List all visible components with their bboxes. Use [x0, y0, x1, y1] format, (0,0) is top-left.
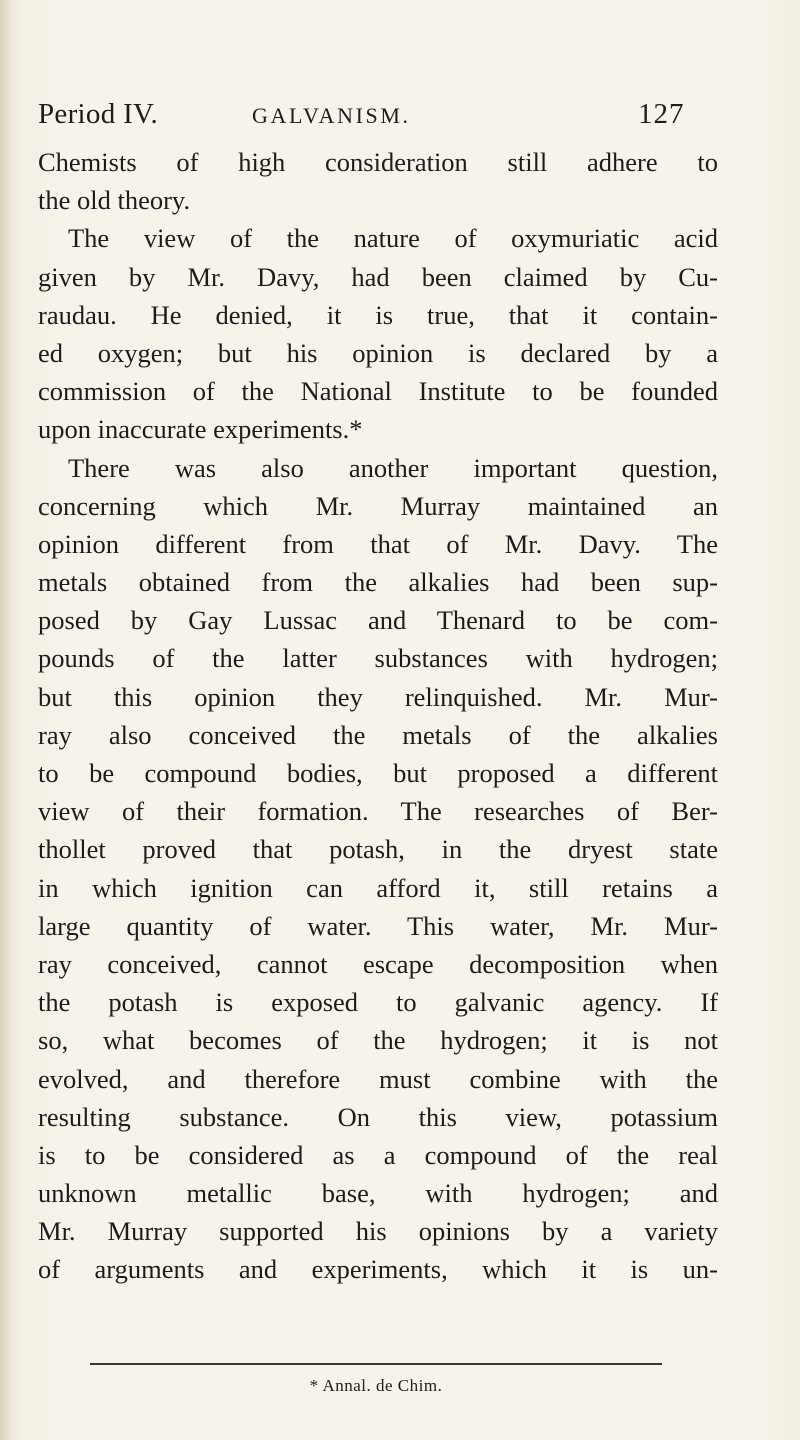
footnote-divider — [90, 1363, 662, 1365]
text-line: upon inaccurate experiments.* — [38, 414, 363, 445]
text-line: ray conceived, cannot escape decomposition when — [38, 948, 718, 979]
body-text — [38, 143, 718, 1289]
text-line: ray also conceived the metals of the alkalies — [38, 719, 718, 750]
running-header — [38, 98, 718, 138]
text-line: metals obtained from the alkalies had been sup- — [38, 567, 718, 598]
text-line: large quantity of water. This water, Mr. Mur- — [38, 910, 718, 941]
text-line: pounds of the latter substances with hydrogen; — [38, 643, 718, 674]
footnote: * Annal. de Chim. — [309, 1376, 443, 1395]
text-line: The view of the nature of oxymuriatic acid — [68, 223, 718, 254]
text-line: posed by Gay Lussac and Thenard to be com- — [38, 605, 718, 636]
running-head-period: Period IV. — [38, 98, 159, 130]
text-line: unknown metallic base, with hydrogen; and — [38, 1178, 718, 1209]
text-line: There was also another important question, — [68, 452, 718, 483]
text-line: Mr. Murray supported his opinions by a variety — [38, 1216, 718, 1247]
text-line: raudau. He denied, it is true, that it contain- — [38, 299, 718, 330]
text-line: the potash is exposed to galvanic agency. If — [38, 987, 718, 1018]
text-line: concerning which Mr. Murray maintained an — [38, 490, 718, 521]
text-line: commission of the National Institute to be founded — [38, 376, 718, 407]
text-line: resulting substance. On this view, potassium — [38, 1101, 718, 1132]
text-line: in which ignition can afford it, still retains a — [38, 872, 718, 903]
text-line: opinion different from that of Mr. Davy. The — [38, 528, 718, 559]
text-line: view of their formation. The researches of Ber- — [38, 796, 718, 827]
text-line: ed oxygen; but his opinion is declared by a — [38, 337, 718, 368]
text-line: given by Mr. Davy, had been claimed by Cu- — [38, 261, 718, 292]
text-line: evolved, and therefore must combine with the — [38, 1063, 718, 1094]
text-line: is to be considered as a compound of the real — [38, 1139, 718, 1170]
text-line: so, what becomes of the hydrogen; it is not — [38, 1025, 718, 1056]
text-line: but this opinion they relinquished. Mr. Mur- — [38, 681, 718, 712]
text-line: Chemists of high consideration still adhere to — [38, 147, 718, 177]
text-line: thollet proved that potash, in the dryest state — [38, 834, 718, 865]
text-line: the old theory. — [38, 185, 191, 216]
page-number: 127 — [638, 98, 685, 130]
running-head-title: GALVANISM. — [252, 103, 411, 128]
text-line: to be compound bodies, but proposed a different — [38, 758, 718, 788]
page-binding-edge — [0, 0, 10, 1440]
text-line: of arguments and experiments, which it is un- — [38, 1254, 718, 1285]
